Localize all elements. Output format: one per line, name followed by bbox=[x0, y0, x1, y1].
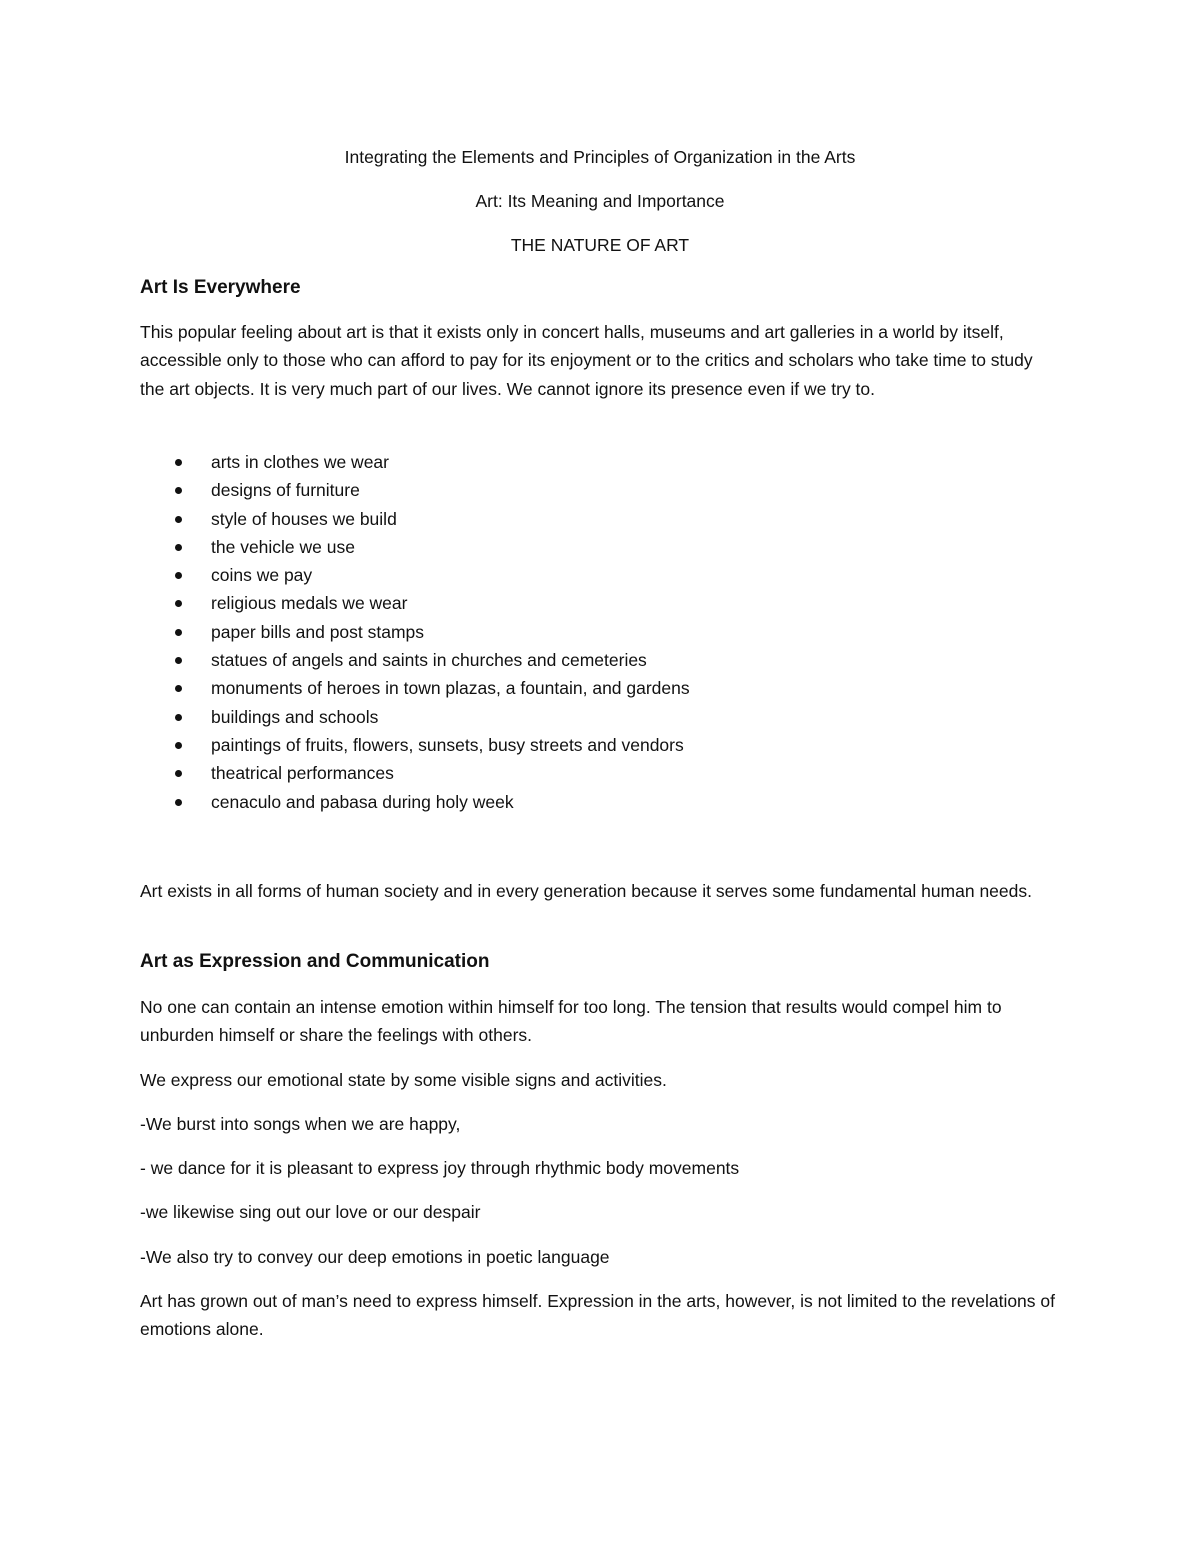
bullet-icon bbox=[175, 770, 182, 777]
bullet-icon bbox=[175, 572, 182, 579]
list-item-text: statues of angels and saints in churches and cemeteries bbox=[211, 650, 647, 671]
paragraph: We express our emotional state by some visible signs and activities. bbox=[140, 1070, 667, 1090]
list-item-text: cenaculo and pabasa during holy week bbox=[211, 791, 514, 812]
paragraph: -We also try to convey our deep emotions in poetic language bbox=[140, 1247, 610, 1267]
paragraph: Art has grown out of man’s need to express himself. Expression in the arts, however, is not limited to the revelations of emotions alone. bbox=[140, 1291, 1055, 1340]
paragraph: -we likewise sing out our love or our despair bbox=[140, 1202, 481, 1222]
paragraph: -We burst into songs when we are happy, bbox=[140, 1114, 461, 1134]
list-item-text: monuments of heroes in town plazas, a fountain, and gardens bbox=[211, 678, 690, 699]
list-item bbox=[140, 759, 1060, 787]
art-examples-list bbox=[140, 448, 1060, 816]
list-item bbox=[140, 788, 1060, 816]
document-title: Integrating the Elements and Principles of Organization in the Arts bbox=[344, 147, 856, 167]
list-item-text: style of houses we build bbox=[211, 508, 397, 529]
bullet-icon bbox=[175, 459, 182, 466]
bullet-icon bbox=[175, 742, 182, 749]
list-item-text: coins we pay bbox=[211, 565, 313, 586]
bullet-icon bbox=[175, 487, 182, 494]
document-subtitle: Art: Its Meaning and Importance bbox=[475, 191, 725, 211]
list-item bbox=[140, 731, 1060, 759]
list-item bbox=[140, 646, 1060, 674]
bullet-icon bbox=[175, 657, 182, 664]
list-item bbox=[140, 533, 1060, 561]
heading-art-is-everywhere: Art Is Everywhere bbox=[140, 277, 301, 298]
list-item bbox=[140, 589, 1060, 617]
list-item bbox=[140, 505, 1060, 533]
bullet-icon bbox=[175, 600, 182, 607]
list-item-text: religious medals we wear bbox=[211, 593, 408, 614]
intro-paragraph: This popular feeling about art is that it exists only in concert halls, museums and art galleries in a world by itself, accessible only to those who can afford to pay for its enjoyment or to the critics and scholars who take time to study the art objects. It is very much part of our lives. We cannot ignore its presence even if we try to. bbox=[140, 322, 1033, 399]
bullet-icon bbox=[175, 544, 182, 551]
heading-art-as-expression: Art as Expression and Communication bbox=[140, 951, 490, 972]
list-item-text: theatrical performances bbox=[211, 763, 394, 784]
bullet-icon bbox=[175, 516, 182, 523]
bullet-icon bbox=[175, 799, 182, 806]
closing-paragraph: Art exists in all forms of human society and in every generation because it serves some fundamental human needs. bbox=[140, 881, 1032, 901]
bullet-icon bbox=[175, 629, 182, 636]
section-title: THE NATURE OF ART bbox=[510, 235, 690, 255]
paragraph: - we dance for it is pleasant to express joy through rhythmic body movements bbox=[140, 1158, 740, 1178]
list-item-text: paper bills and post stamps bbox=[211, 621, 425, 642]
list-item-text: arts in clothes we wear bbox=[211, 452, 389, 472]
list-item bbox=[140, 618, 1060, 646]
paragraph: No one can contain an intense emotion within himself for too long. The tension that results would compel him to unburden himself or share the feelings with others. bbox=[140, 997, 1002, 1046]
list-item bbox=[140, 448, 1060, 476]
bullet-icon bbox=[175, 685, 182, 692]
bullet-icon bbox=[175, 714, 182, 721]
list-item bbox=[140, 674, 1060, 702]
list-item-text: buildings and schools bbox=[211, 706, 379, 727]
list-item-text: designs of furniture bbox=[211, 480, 360, 501]
list-item bbox=[140, 561, 1060, 589]
list-item bbox=[140, 476, 1060, 504]
list-item-text: the vehicle we use bbox=[211, 536, 355, 557]
list-item bbox=[140, 703, 1060, 731]
list-item-text: paintings of fruits, flowers, sunsets, busy streets and vendors bbox=[211, 734, 684, 755]
